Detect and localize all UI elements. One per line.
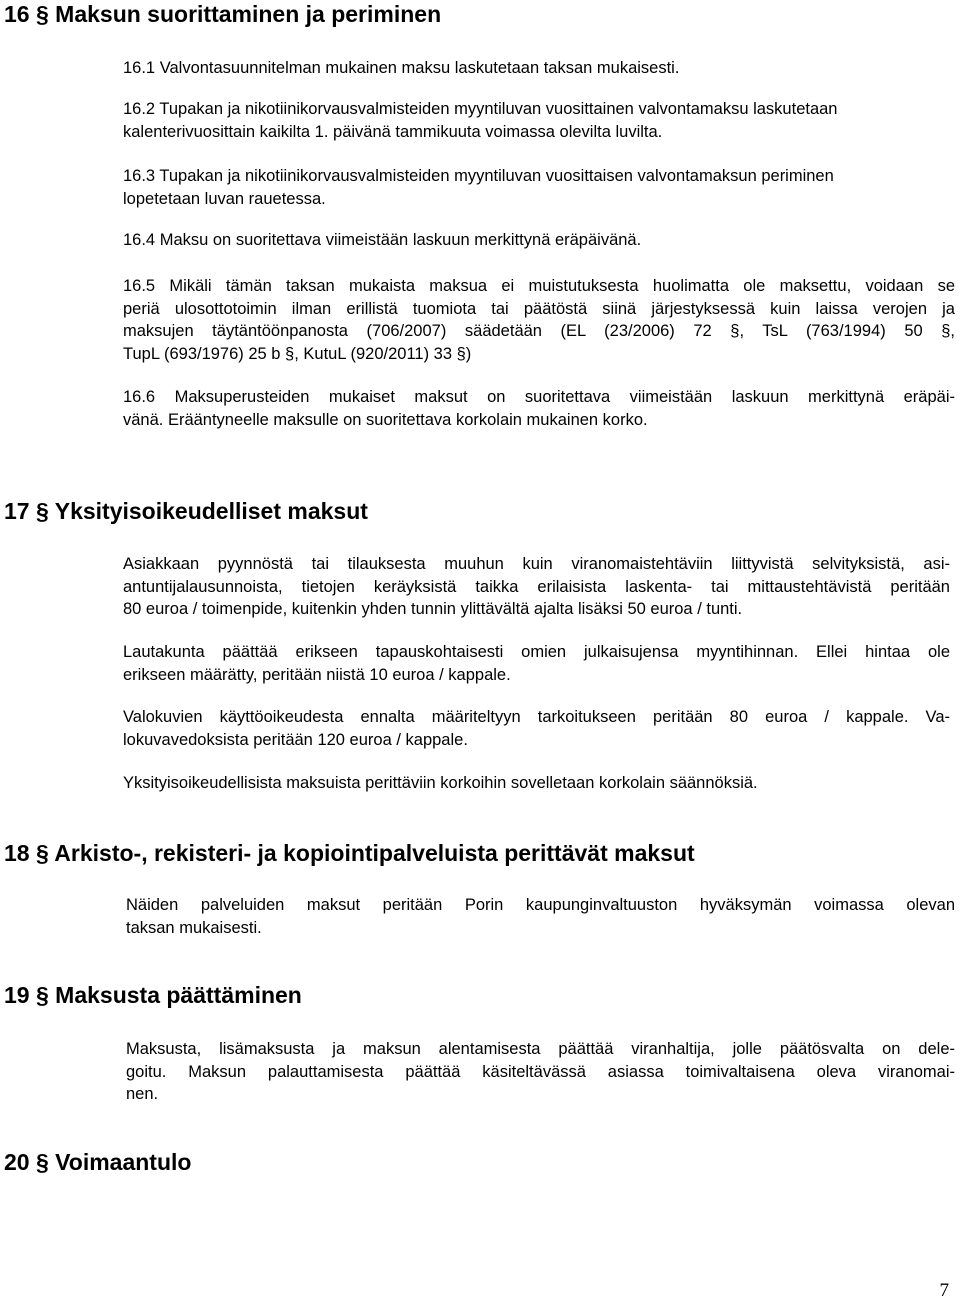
paragraph-17-2: Lautakunta päättää erikseen tapauskohtaisesti omien julkaisujensa myyntihinnan. Ellei hintaa ole erikseen määrätty, peritään niistä 10 euroa / kappale.	[123, 643, 950, 684]
paragraph-17-4: Yksityisoikeudellisista maksuista perittäviin korkoihin sovelletaan korkolain säännöksiä.	[123, 774, 758, 792]
section-16-heading: 16 § Maksun suorittaminen ja periminen	[4, 1, 442, 27]
section-20-heading: 20 § Voimaantulo	[4, 1149, 192, 1175]
paragraph-16-6: 16.6 Maksuperusteiden mukaiset maksut on suoritettava viimeistään laskuun merkittynä eräpäi- vänä. Erääntyneelle maksulle on suoritettava korkolain mukainen korko.	[123, 388, 955, 429]
paragraph-16-4: 16.4 Maksu on suoritettava viimeistään laskuun merkittynä eräpäivänä.	[123, 231, 642, 249]
paragraph-17-3: Valokuvien käyttöoikeudesta ennalta määriteltyyn tarkoitukseen peritään 80 euroa / kappale. Va- lokuvavedoksista peritään 120 euroa / kappale.	[123, 708, 950, 749]
section-19-heading: 19 § Maksusta päättäminen	[4, 982, 302, 1008]
paragraph-16-5: 16.5 Mikäli tämän taksan mukaista maksua ei muistutuksesta huolimatta ole maksettu, voidaan se periä ulosottotoimin ilman erillistä tuomiota tai päätöstä siinä järjestyksessä kuin laissa verojen ja maksujen täytäntöönpanosta (706/2007) säädetään (EL (23/2006) 72 §, TsL (763/1994) 50 §, TupL (693/1976) 25 b §, KutuL (920/2011) 33 §)	[123, 277, 955, 363]
paragraph-18-1: Näiden palveluiden maksut peritään Porin kaupunginvaltuuston hyväksymän voimassa olevan taksan mukaisesti.	[126, 896, 955, 937]
paragraph-16-2: 16.2 Tupakan ja nikotiinikorvausvalmisteiden myyntiluvan vuosittainen valvontamaksu laskutetaan kalenterivuosittain kaikilta 1. päivänä tammikuuta voimassa olevilta luvilta.	[123, 100, 838, 141]
paragraph-16-3: 16.3 Tupakan ja nikotiinikorvausvalmisteiden myyntiluvan vuosittaisen valvontamaksun periminen lopetetaan luvan rauetessa.	[123, 167, 834, 208]
section-17-heading: 17 § Yksityisoikeudelliset maksut	[4, 498, 368, 524]
section-18-heading: 18 § Arkisto-, rekisteri- ja kopiointipalveluista perittävät maksut	[4, 840, 695, 866]
page-number: 7	[939, 1280, 949, 1301]
paragraph-16-1: 16.1 Valvontasuunnitelman mukainen maksu laskutetaan taksan mukaisesti.	[123, 59, 680, 77]
paragraph-17-1: Asiakkaan pyynnöstä tai tilauksesta muuhun kuin viranomaistehtäviin liittyvistä selvityksistä, asi- antuntijalausunnoista, tietojen keräyksistä taikka erilaisista laskenta- tai mittaustehtävistä peritään 80 euroa / toimenpide, kuitenkin yhden tunnin ylittävältä ajalta lisäksi 50 euroa / tunti.	[123, 555, 950, 618]
paragraph-19-1: Maksusta, lisämaksusta ja maksun alentamisesta päättää viranhaltija, jolle päätösvalta on dele- goitu. Maksun palauttamisesta päättää käsiteltävässä asiassa toimivaltaisena oleva viranomai- nen.	[126, 1040, 955, 1103]
